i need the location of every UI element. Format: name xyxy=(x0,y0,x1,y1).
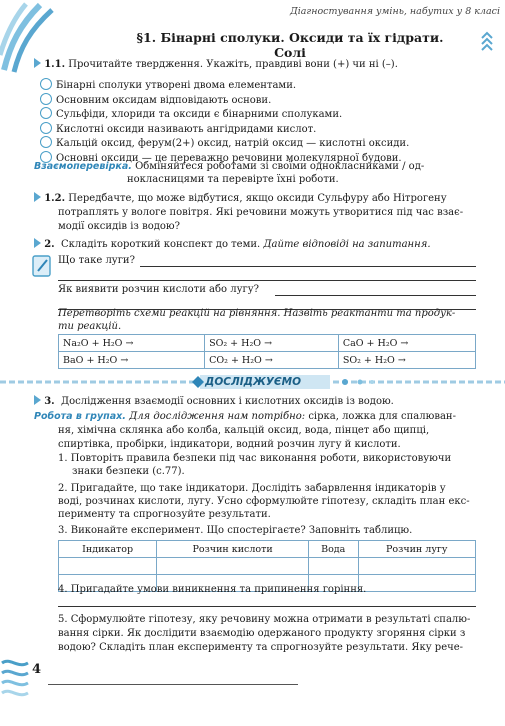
column-header: Розчин кислоти xyxy=(157,541,309,558)
table-cell[interactable] xyxy=(157,558,309,575)
footer-waves-decoration xyxy=(0,655,30,700)
task-1-2-line3: модії оксидів із водою? xyxy=(58,221,180,232)
schemes-text-line2: ти реакцій. xyxy=(58,321,122,332)
equations-table xyxy=(58,334,476,369)
section-label: ДОСЛІДЖУЄМО xyxy=(205,376,301,388)
group-work-line3: спиртівка, пробірки, індикатори, водний розчин лугу й кислоти. xyxy=(58,439,401,450)
equation-cell[interactable]: Na₂O + H₂O → xyxy=(59,335,205,352)
question-indicator: Як виявити розчин кислоти або лугу? xyxy=(58,284,259,295)
equation-cell[interactable]: CO₂ + H₂O → xyxy=(205,352,339,369)
statement: Бінарні сполуки утворені двома елементами. xyxy=(56,80,297,91)
group-work-line2: ня, хімічна склянка або колба, кальцій оксид, вода, пінцет або щипці, xyxy=(58,425,430,436)
answer-line[interactable] xyxy=(58,268,476,281)
task-1-2-line2: потраплять у вологе повітря. Які речовини можуть утворитися під час взає- xyxy=(58,207,464,218)
page-header: Діагностування умінь, набутих у 8 класі xyxy=(289,6,500,17)
equation-cell[interactable]: CaO + H₂O → xyxy=(338,335,475,352)
peer-review-line2: нокласницями та перевірте їхні роботи. xyxy=(127,174,339,185)
task-1-2: 1.2. Передбачте, що може відбутися, якщо оксиди Сульфуру або Нітрогену xyxy=(34,192,447,206)
statement: Кислотні оксиди називають ангідридами кислот. xyxy=(56,123,317,135)
schemes-text: Перетворіть схеми реакцій на рівняння. Назвіть реактанти та продук- xyxy=(58,308,456,319)
table-cell[interactable] xyxy=(358,575,475,592)
equation-cell[interactable]: SO₂ + H₂O → xyxy=(338,352,475,369)
step-5-line2: вання сірки. Як дослідити взаємодію одержаного продукту згоряння сірки з xyxy=(58,628,466,639)
column-header: Розчин лугу xyxy=(358,541,475,558)
step-1: 1. Повторіть правила безпеки під час виконання роботи, використовуючи xyxy=(58,453,452,464)
page-number: 4 xyxy=(32,662,42,677)
task-arrow-icon xyxy=(34,192,41,202)
table-row xyxy=(59,335,476,352)
answer-line[interactable] xyxy=(58,594,476,607)
column-header: Вода xyxy=(308,541,358,558)
statement: Основні оксиди — це переважно речовини молекулярної будови. xyxy=(56,152,402,164)
table-row xyxy=(59,352,476,369)
step-2-line2: воді, розчинах кислоти, лугу. Усно сформулюйте гіпотезу, складіть план екс- xyxy=(58,496,470,507)
task-arrow-icon xyxy=(34,238,41,248)
answer-circle[interactable] xyxy=(40,107,52,119)
table-cell[interactable] xyxy=(358,558,475,575)
task-2: 2. Складіть короткий конспект до теми. Дайте відповіді на запитання. xyxy=(34,238,431,252)
answer-circle[interactable] xyxy=(40,93,52,105)
answer-line[interactable] xyxy=(140,254,476,267)
step-2: 2. Пригадайте, що таке індикатори. Дослідіть забарвлення індикаторів у xyxy=(58,483,446,494)
table-cell[interactable] xyxy=(59,558,157,575)
step-4: 4. Пригадайте умови виникнення та припинення горіння. xyxy=(58,584,367,595)
statement: Сульфіди, хлориди та оксиди є бінарними сполуками. xyxy=(56,109,343,120)
group-work: Робота в групах. Для дослідження нам потрібно: сірка, ложка для спалюван- xyxy=(34,411,456,422)
statement: Кальцій оксид, ферум(2+) оксид, натрій оксид — кислотні оксиди. xyxy=(56,138,410,149)
answer-circle[interactable] xyxy=(40,136,52,148)
table-header-row xyxy=(59,541,476,558)
step-3: 3. Виконайте експеримент. Що спостерігаєте? Заповніть таблицю. xyxy=(58,525,413,536)
equation-cell[interactable]: BaO + H₂O → xyxy=(59,352,205,369)
task-3: 3. Дослідження взаємодії основних і кислотних оксидів із водою. xyxy=(34,395,394,409)
equation-cell[interactable]: SO₂ + H₂O → xyxy=(205,335,339,352)
task-arrow-icon xyxy=(34,395,41,405)
step-5: 5. Сформулюйте гіпотезу, яку речовину можна отримати в результаті спалю- xyxy=(58,614,471,625)
step-2-line3: перименту та спрогнозуйте результати. xyxy=(58,509,271,520)
peer-review: Взаємоперевірка. Обміняйтеся роботами зі своїми однокласниками / од- xyxy=(34,161,425,172)
notebook-icon xyxy=(30,254,54,278)
task-arrow-icon xyxy=(34,58,41,68)
answer-line[interactable] xyxy=(275,283,476,296)
table-row xyxy=(59,558,476,575)
step-5-line3: водою? Складіть план експерименту та спрогнозуйте результати. Яку рече- xyxy=(58,642,464,653)
statements-list xyxy=(40,78,409,165)
table-cell[interactable] xyxy=(308,558,358,575)
statement: Основним оксидам відповідають основи. xyxy=(56,94,272,106)
task-1-1: 1.1. Прочитайте твердження. Укажіть, правдиві вони (+) чи ні (–). xyxy=(34,58,398,72)
right-chevrons-decoration xyxy=(480,30,494,52)
column-header: Індикатор xyxy=(59,541,157,558)
section-title: §1. Бінарні сполуки. Оксиди та їх гідрати. Солі xyxy=(136,30,444,60)
question-lugi: Що таке луги? xyxy=(58,255,135,266)
footer-rule xyxy=(48,684,298,685)
answer-circle[interactable] xyxy=(40,78,52,90)
step-1-line2: знаки безпеки (с.77). xyxy=(72,466,185,477)
answer-circle[interactable] xyxy=(40,122,52,134)
